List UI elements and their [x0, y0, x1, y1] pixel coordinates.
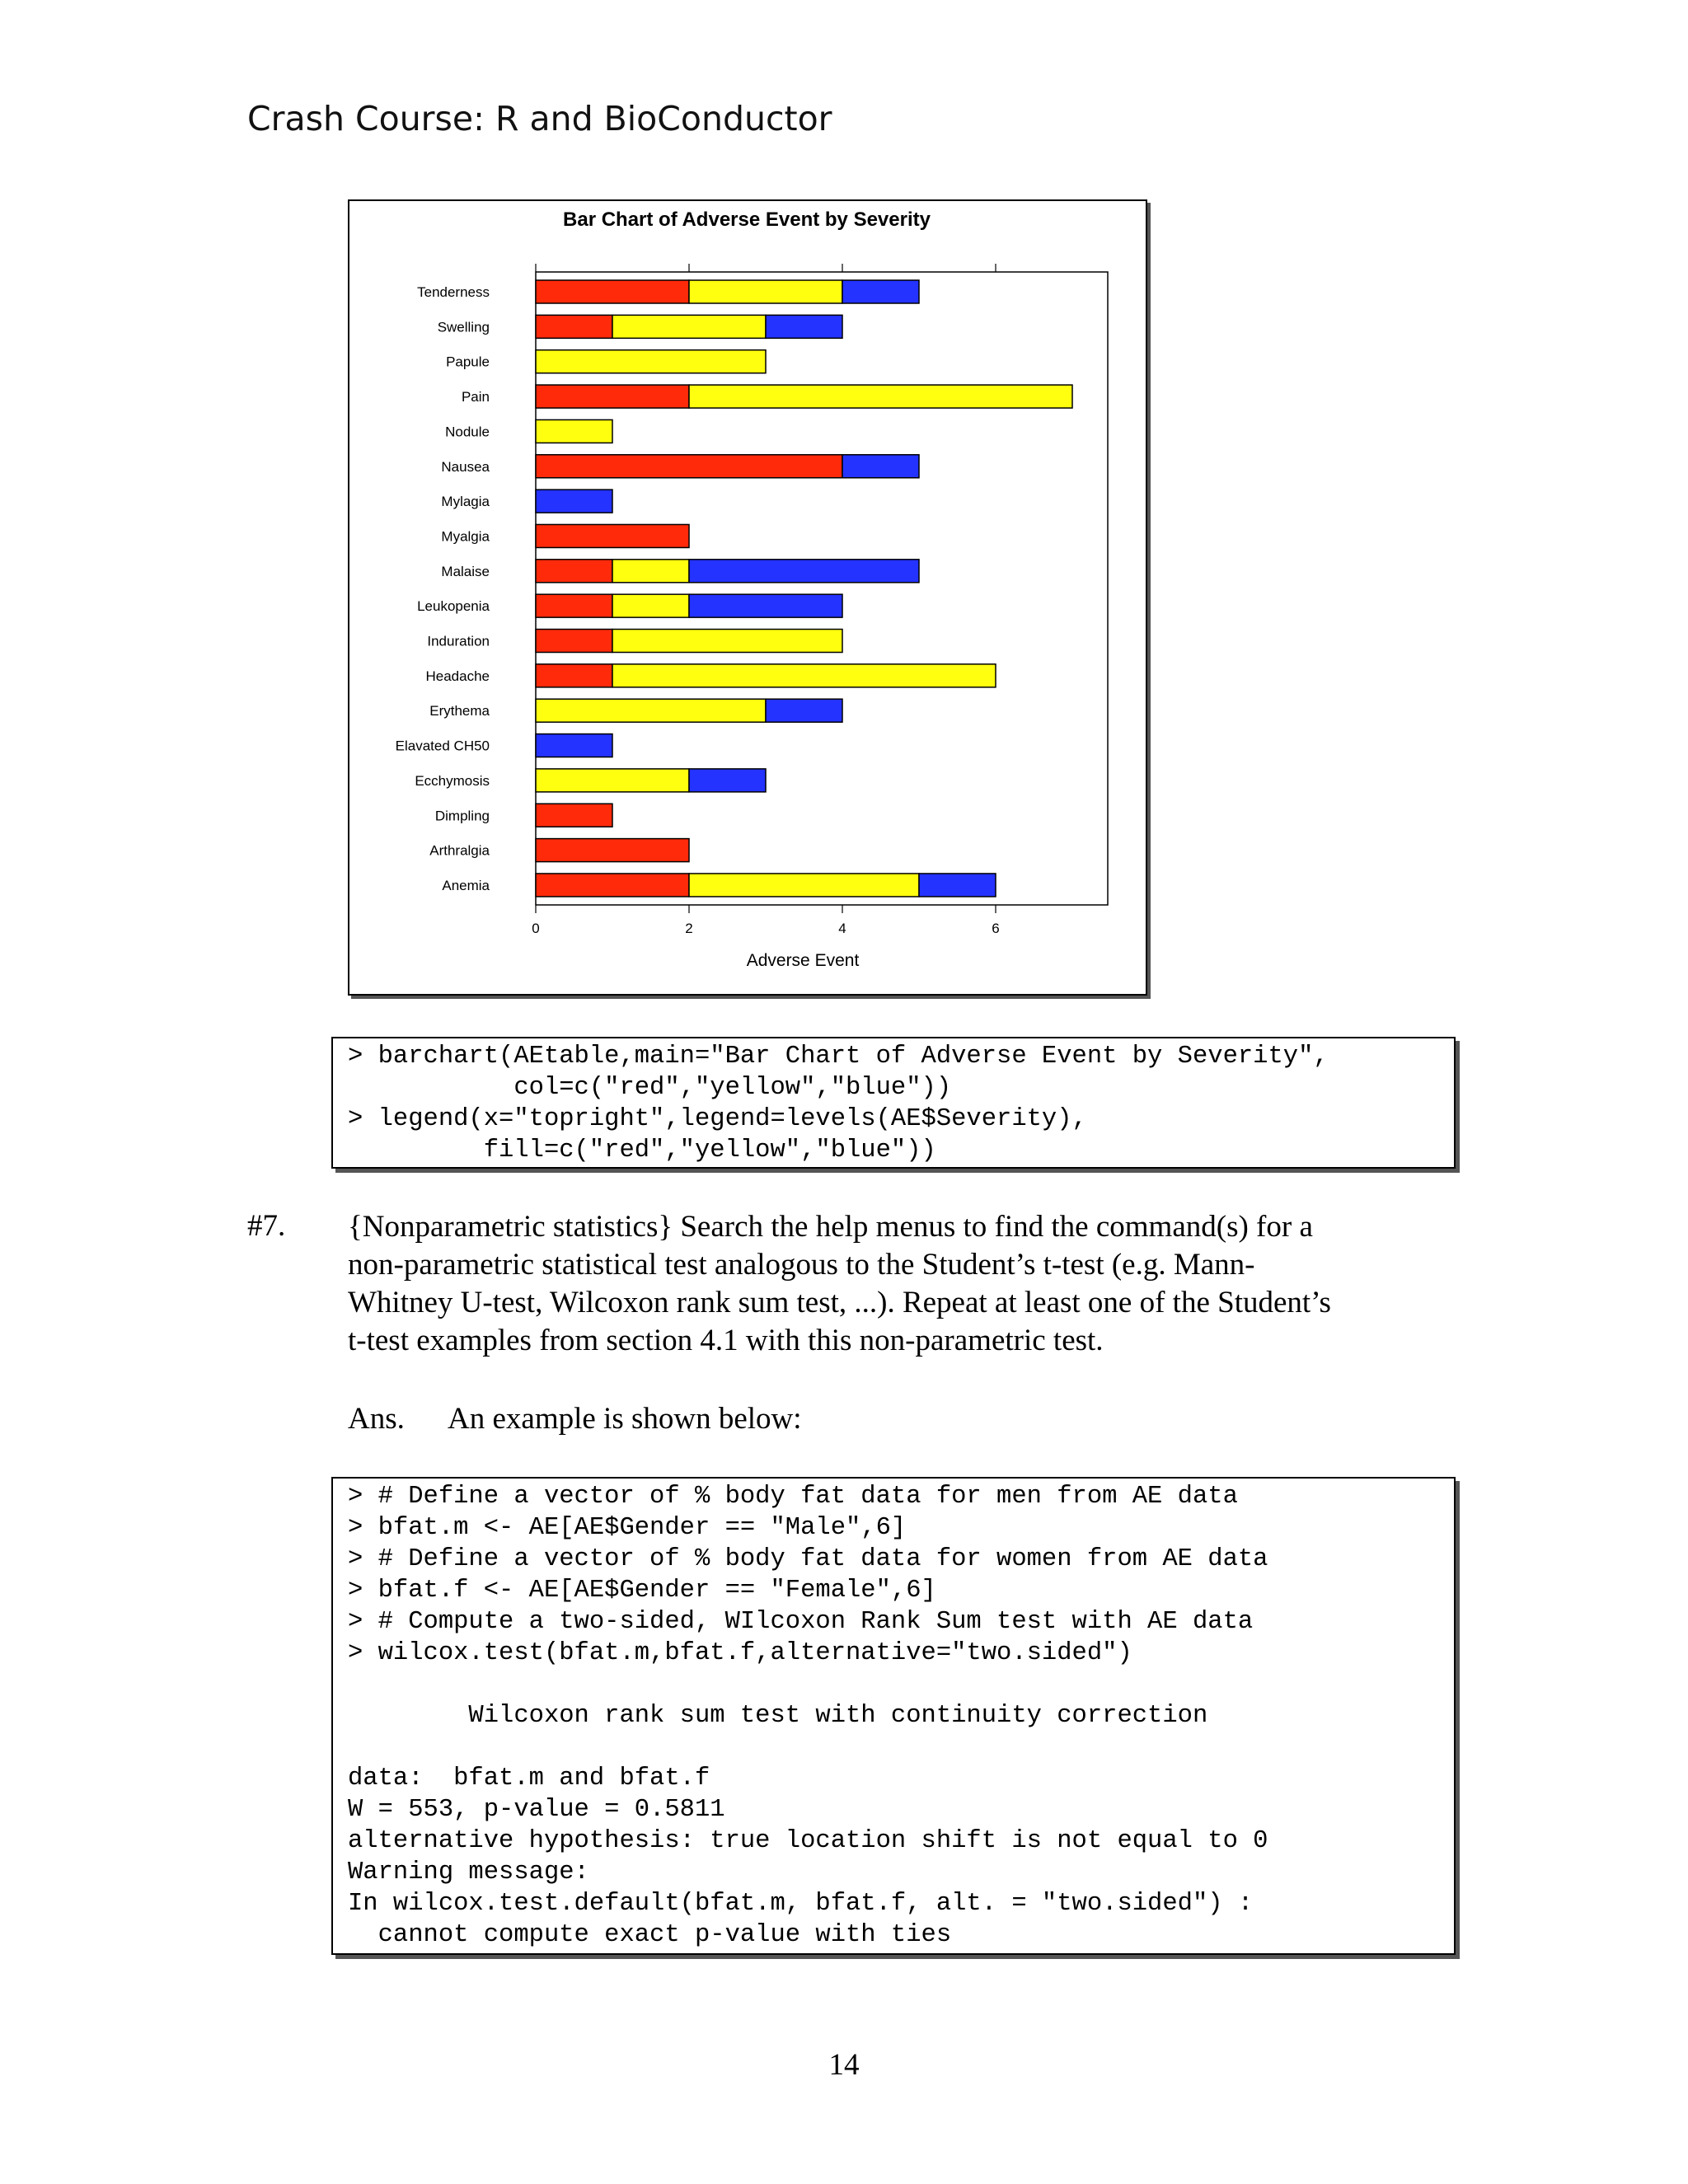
bar-segment — [689, 280, 842, 303]
bar-segment — [919, 874, 996, 897]
category-label: Arthralgia — [429, 842, 490, 859]
category-label: Myalgia — [441, 528, 490, 545]
category-label: Mylagia — [441, 494, 490, 510]
code-line: data: bfat.m and bfat.f — [348, 1765, 710, 1793]
category-label: Headache — [425, 668, 490, 684]
code-line: col=c("red","yellow","blue")) — [348, 1074, 952, 1102]
bar-segment — [842, 280, 919, 303]
category-label: Leukopenia — [417, 598, 490, 615]
answer-label: Ans. — [348, 1402, 405, 1436]
bar-segment — [536, 769, 689, 792]
category-label: Induration — [427, 633, 490, 649]
category-label: Erythema — [429, 703, 490, 719]
bar-segment — [536, 350, 766, 373]
question-line: Whitney U-test, Wilcoxon rank sum test, ...). Repeat at least one of the Student’s — [348, 1286, 1331, 1319]
code-line — [348, 1669, 1454, 1700]
bar-segment — [536, 419, 612, 443]
bar-segment — [766, 699, 842, 722]
question-line: {Nonparametric statistics} Search the help menus to find the command(s) for a — [348, 1210, 1313, 1244]
code-line: > bfat.m <- AE[AE$Gender == "Male",6] — [348, 1514, 907, 1542]
category-label: Malaise — [441, 563, 490, 579]
bar-segment — [536, 699, 766, 722]
question-line: t-test examples from section 4.1 with this non-parametric test. — [348, 1324, 1104, 1357]
x-axis-label: Adverse Event — [746, 951, 860, 970]
answer-text: An example is shown below: — [448, 1402, 802, 1436]
bar-segment — [536, 839, 689, 862]
bar-segment — [612, 664, 996, 687]
category-label: Elavated CH50 — [395, 738, 490, 754]
bar-segment — [536, 524, 689, 547]
barchart-code-block — [331, 1037, 1456, 1169]
x-tick-label: 2 — [685, 921, 693, 936]
bar-chart-figure — [348, 199, 1147, 996]
bar-segment — [689, 560, 919, 583]
category-label: Ecchymosis — [415, 772, 490, 789]
bar-segment — [536, 455, 842, 478]
category-label: Tenderness — [417, 284, 490, 300]
wilcox-code-block — [331, 1477, 1456, 1955]
bar-segment — [612, 560, 689, 583]
bar-segment — [536, 804, 612, 827]
question-number: #7. — [247, 1209, 286, 1243]
code-line: > bfat.f <- AE[AE$Gender == "Female",6] — [348, 1577, 936, 1605]
bar-segment — [842, 455, 919, 478]
code-line: > legend(x="topright",legend=levels(AE$Severity), — [348, 1105, 1087, 1133]
bar-chart — [349, 201, 1146, 994]
bar-segment — [536, 734, 612, 757]
bars-group — [536, 280, 1072, 897]
category-label: Pain — [461, 389, 490, 405]
code-line: > # Compute a two-sided, WIlcoxon Rank Sum test with AE data — [348, 1608, 1254, 1636]
page-header: Crash Course: R and BioConductor — [247, 99, 832, 138]
code-line: cannot compute exact p-value with ties — [348, 1921, 952, 1949]
code-line — [348, 1732, 1454, 1763]
bar-segment — [766, 315, 842, 338]
bar-segment — [536, 315, 612, 338]
bar-segment — [612, 594, 689, 617]
bar-segment — [689, 594, 842, 617]
bar-segment — [536, 874, 689, 897]
category-label: Anemia — [442, 877, 490, 893]
page-number: 14 — [828, 2048, 860, 2082]
bar-segment — [689, 874, 919, 897]
bar-segment — [689, 769, 766, 792]
bar-segment — [536, 385, 689, 408]
code-line: In wilcox.test.default(bfat.m, bfat.f, alt. = "two.sided") : — [348, 1890, 1254, 1918]
category-label: Swelling — [437, 319, 490, 335]
code-line: Wilcoxon rank sum test with continuity correction — [348, 1702, 1208, 1730]
question-line: non-parametric statistical test analogous to the Student’s t-test (e.g. Mann- — [348, 1248, 1255, 1282]
bar-segment — [612, 315, 766, 338]
bar-segment — [536, 594, 612, 617]
category-label: Dimpling — [434, 808, 490, 824]
code-line: > wilcox.test(bfat.m,bfat.f,alternative="two.sided") — [348, 1639, 1132, 1667]
code-line: alternative hypothesis: true location shift is not equal to 0 — [348, 1827, 1268, 1855]
code-line: > barchart(AEtable,main="Bar Chart of Adverse Event by Severity", — [348, 1043, 1329, 1071]
chart-title: Bar Chart of Adverse Event by Severity — [563, 209, 931, 231]
bar-segment — [536, 664, 612, 687]
code-line: > # Define a vector of % body fat data for women from AE data — [348, 1545, 1268, 1573]
bar-segment — [536, 280, 689, 303]
bar-segment — [689, 385, 1072, 408]
bar-segment — [612, 630, 842, 653]
code-line: > # Define a vector of % body fat data for men from AE data — [348, 1483, 1238, 1511]
bar-segment — [536, 560, 612, 583]
x-tick-label: 4 — [838, 921, 846, 936]
code-line: fill=c("red","yellow","blue")) — [348, 1137, 936, 1165]
category-labels — [396, 284, 490, 893]
bar-segment — [536, 490, 612, 513]
code-line: W = 553, p-value = 0.5811 — [348, 1796, 725, 1824]
category-label: Nodule — [445, 424, 490, 440]
category-label: Nausea — [441, 458, 490, 475]
code-line: Warning message: — [348, 1858, 589, 1886]
x-tick-label: 6 — [992, 921, 1000, 936]
x-tick-label: 0 — [532, 921, 540, 936]
question-text — [348, 1208, 1452, 1360]
bar-segment — [536, 630, 612, 653]
category-label: Papule — [446, 354, 490, 370]
